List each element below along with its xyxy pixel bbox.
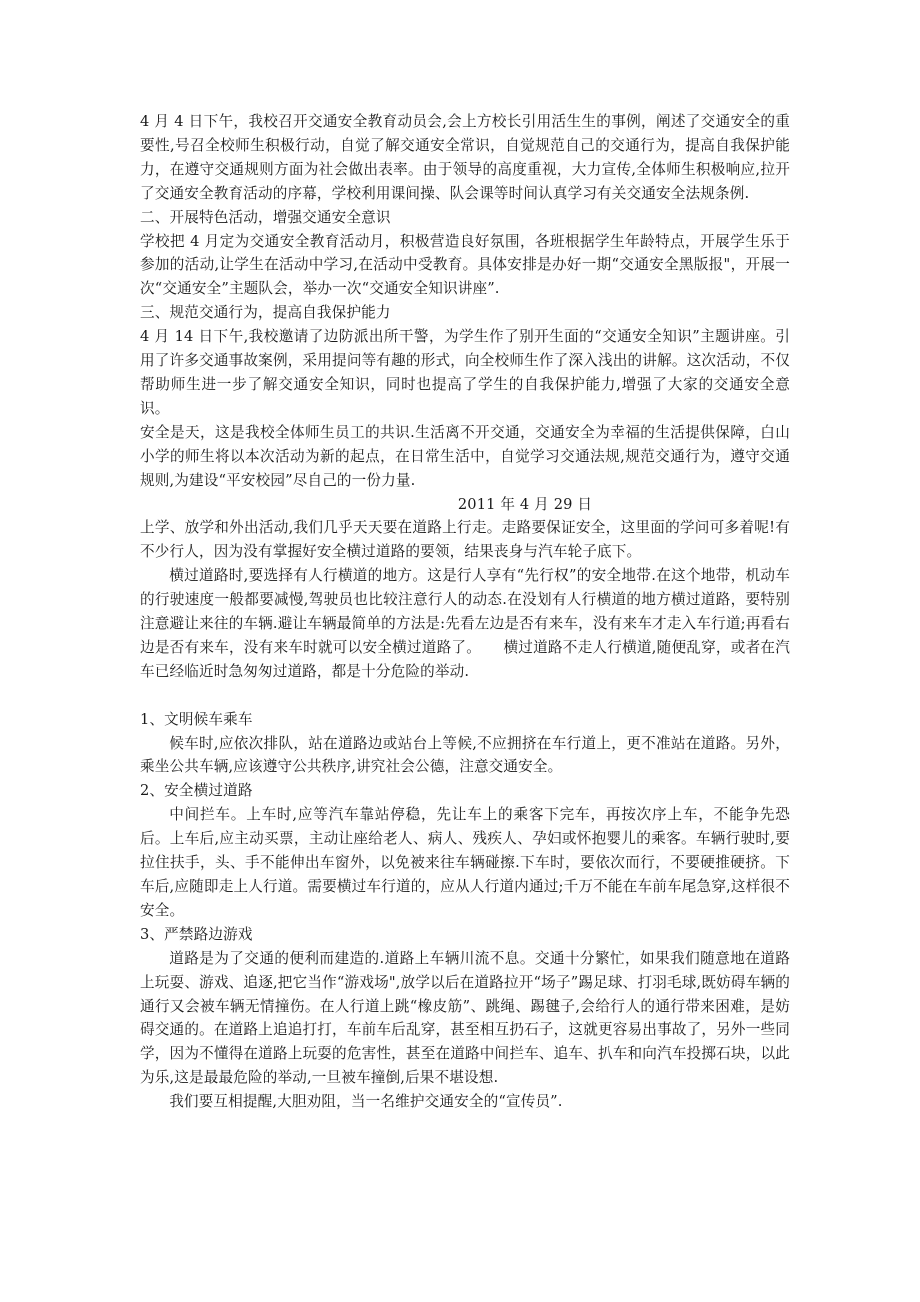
paragraph-crossing-road: 横过道路时,要选择有人行横道的地方。这是行人享有“先行权”的安全地带.在这个地带，机动车的行驶速度一般都要减慢,驾驶员也比较注意行人的动态.在没划有人行横道的地方横过道路，要特别注意避让来往的车辆.避让车辆最简单的方法是:先看左边是否有来车，没有来车才走入车行道;再看右边是否有来车，没有来车时就可以安全横过道路了。 横过道路不走人行横道,随便乱穿，或者在汽车已经临近时急匆匆过道路，都是十分危险的举动. xyxy=(140,567,790,680)
document-body xyxy=(140,110,790,1114)
section-title-crossing-road: 2、安全横过道路 xyxy=(140,782,253,800)
document-date: 2011 年 4 月 29 日 xyxy=(457,495,593,513)
paragraph-lecture: 4 月 14 日下午,我校邀请了边防派出所干警，为学生作了别开生面的“交通安全知识”主题讲座。引用了许多交通事故案例，采用提问等有趣的形式，向全校师生作了深入浅出的讲解。这次活动，不仅帮助师生进一步了解交通安全知识，同时也提高了学生的自我保护能力,增强了大家的交通安全意识。 xyxy=(140,328,790,417)
section-body-crossing-road: 中间拦车。上车时,应等汽车靠站停稳，先让车上的乘客下完车，再按次序上车，不能争先恐后。上车后,应主动买票，主动让座给老人、病人、残疾人、孕妇或怀抱婴儿的乘客。车辆行驶时,要拉住扶手，头、手不能伸出车窗外，以免被来往车辆碰擦.下车时，要依次而行，不要硬推硬挤。下车后,应随即走上人行道。需要横过车行道的，应从人行道内通过;千万不能在车前车尾急穿,这样很不安全。 xyxy=(140,806,790,919)
section-title-no-roadside-games: 3、严禁路边游戏 xyxy=(140,925,253,943)
blank-line xyxy=(140,684,790,708)
paragraph-mobilization-meeting: 4 月 4 日下午，我校召开交通安全教育动员会,会上方校长引用活生生的事例，阐述了交通安全的重要性,号召全校师生积极行动，自觉了解交通安全常识，自觉规范自己的交通行为，提高自我保护能力，在遵守交通规则方面为社会做出表率。由于领导的高度重视，大力宣传,全体师生积极响应,拉开了交通安全教育活动的序幕，学校利用课间操、队会课等时间认真学习有关交通安全法规条例. xyxy=(140,113,790,202)
paragraph-closing: 我们要互相提醒,大胆劝阻，当一名维护交通安全的“宣传员”. xyxy=(169,1093,563,1111)
section-title-waiting-bus: 1、文明候车乘车 xyxy=(140,710,253,728)
paragraph-walking-intro: 上学、放学和外出活动,我们几乎天天要在道路上行走。走路要保证安全，这里面的学问可多着呢!有不少行人，因为没有掌握好安全横过道路的要领，结果丧身与汽车轮子底下。 xyxy=(140,519,790,561)
paragraph-safety-consensus: 安全是天，这是我校全体师生员工的共识.生活离不开交通，交通安全为幸福的生活提供保障，白山小学的师生将以本次活动为新的起点，在日常生活中，自觉学习交通法规,规范交通行为，遵守交通规则,为建设“平安校园”尽自己的一份力量. xyxy=(140,423,790,489)
paragraph-activity-month: 学校把 4 月定为交通安全教育活动月，积极营造良好氛围，各班根据学生年龄特点，开展学生乐于参加的活动,让学生在活动中学习,在活动中受教育。具体安排是办好一期“交通安全黑版报"，开展一次“交通安全”主题队会，举办一次“交通安全知识讲座”. xyxy=(140,232,790,298)
heading-regulate-behavior: 三、规范交通行为，提高自我保护能力 xyxy=(140,304,391,322)
section-body-waiting-bus: 候车时,应依次排队，站在道路边或站台上等候,不应拥挤在车行道上，更不准站在道路。另外，乘坐公共车辆,应该遵守公共秩序,讲究社会公德，注意交通安全。 xyxy=(140,734,790,776)
section-body-no-roadside-games: 道路是为了交通的便利而建造的.道路上车辆川流不息。交通十分繁忙，如果我们随意地在道路上玩耍、游戏、追逐,把它当作“游戏场",放学以后在道路拉开“场子”踢足球、打羽毛球,既妨碍车辆的通行又会被车辆无情撞伤。在人行道上跳“橡皮筋”、跳绳、踢毽子,会给行人的通行带来困难，是妨碍交通的。在道路上追追打打，车前车后乱穿，甚至相互扔石子，这就更容易出事故了，另外一些同学，因为不懂得在道路上玩耍的危害性，甚至在道路中间拦车、追车、扒车和向汽车投掷石块，以此为乐,这是最最危险的举动,一旦被车撞倒,后果不堪设想. xyxy=(140,949,790,1087)
heading-special-activities: 二、开展特色活动，增强交通安全意识 xyxy=(140,208,391,226)
